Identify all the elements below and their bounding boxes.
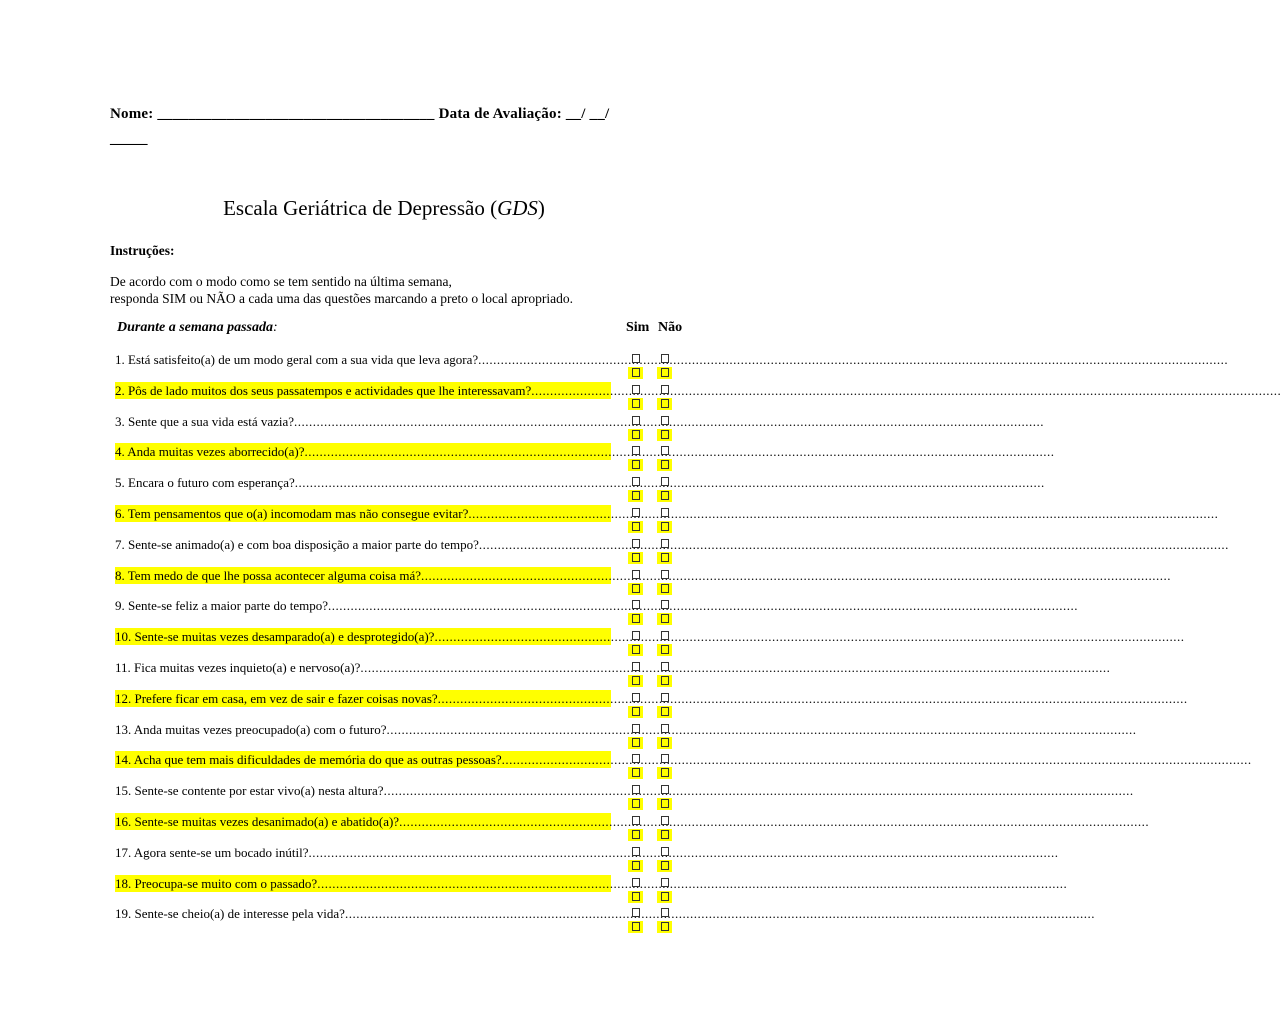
checkbox-square-icon [661, 416, 669, 425]
checkbox-yes[interactable] [628, 907, 643, 919]
checkbox-square-icon [632, 922, 640, 931]
checkbox-square-icon [632, 724, 640, 733]
checkbox-no[interactable] [657, 507, 672, 519]
dot-leader: ........................................................................................................................................................................................................ [308, 845, 1059, 860]
question-row [115, 875, 1068, 892]
checkbox-yes[interactable] [628, 569, 643, 581]
instructions-label: Instruções: [110, 243, 175, 258]
checkbox-square-icon [661, 368, 669, 377]
highlighted-checkbox-yes[interactable] [628, 552, 643, 564]
checkbox-no[interactable] [657, 815, 672, 827]
checkbox-square-icon [661, 847, 669, 856]
checkbox-yes[interactable] [628, 476, 643, 488]
checkbox-no[interactable] [657, 753, 672, 765]
highlighted-checkbox-no[interactable] [657, 891, 672, 903]
checkbox-yes[interactable] [628, 415, 643, 427]
checkbox-square-icon [661, 861, 669, 870]
highlighted-checkbox-no[interactable] [657, 613, 672, 625]
checkbox-yes[interactable] [628, 661, 643, 673]
question-row [115, 443, 1055, 460]
checkbox-square-icon [632, 707, 640, 716]
dot-leader: ........................................................................................................................................................................................................ [478, 537, 1229, 552]
highlighted-checkbox-yes[interactable] [628, 860, 643, 872]
highlighted-checkbox-no[interactable] [657, 737, 672, 749]
highlighted-checkbox-no[interactable] [657, 798, 672, 810]
checkbox-yes[interactable] [628, 507, 643, 519]
highlighted-checkbox-no[interactable] [657, 706, 672, 718]
question-row [115, 751, 1252, 768]
question-row [115, 844, 1059, 861]
highlighted-checkbox-yes[interactable] [628, 490, 643, 502]
dot-leader: ........................................................................................................................................................................................................ [383, 783, 1134, 798]
highlighted-checkbox-yes[interactable] [628, 675, 643, 687]
question-text: 2. Pôs de lado muitos dos seus passatempos e actividades que lhe interessavam? [115, 383, 532, 398]
question-row [115, 382, 1281, 399]
highlighted-checkbox-no[interactable] [657, 675, 672, 687]
checkbox-square-icon [632, 693, 640, 702]
checkbox-no[interactable] [657, 384, 672, 396]
checkbox-square-icon [661, 799, 669, 808]
checkbox-yes[interactable] [628, 877, 643, 889]
checkbox-square-icon [632, 816, 640, 825]
checkbox-square-icon [632, 768, 640, 777]
checkbox-square-icon [632, 785, 640, 794]
checkbox-yes[interactable] [628, 630, 643, 642]
checkbox-square-icon [632, 385, 640, 394]
highlighted-checkbox-no[interactable] [657, 583, 672, 595]
column-header-yes: Sim [626, 320, 650, 335]
highlighted-checkbox-no[interactable] [657, 429, 672, 441]
dot-leader: ........................................................................................................................................................................................................ [478, 352, 1229, 367]
highlighted-checkbox-yes[interactable] [628, 767, 643, 779]
dot-leader: ........................................................................................................................................................................................................ [294, 414, 1045, 429]
dot-leader: ........................................................................................................................................................................................................ [421, 568, 1172, 583]
highlighted-checkbox-yes[interactable] [628, 829, 643, 841]
question-row [115, 351, 1229, 368]
question-text: 12. Prefere ficar em casa, em vez de sair e fazer coisas novas? [115, 691, 438, 706]
highlighted-checkbox-yes[interactable] [628, 798, 643, 810]
checkbox-no[interactable] [657, 599, 672, 611]
checkbox-yes[interactable] [628, 538, 643, 550]
checkbox-square-icon [632, 446, 640, 455]
checkbox-square-icon [661, 385, 669, 394]
highlighted-checkbox-no[interactable] [657, 644, 672, 656]
checkbox-square-icon [632, 908, 640, 917]
checkbox-square-icon [632, 830, 640, 839]
dot-leader: ........................................................................................................................................................................................................ [468, 506, 1219, 521]
checkbox-square-icon [661, 785, 669, 794]
question-text: 16. Sente-se muitas vezes desanimado(a) e abatido(a)? [115, 814, 400, 829]
checkbox-square-icon [661, 830, 669, 839]
question-text: 5. Encara o futuro com esperança? [115, 475, 295, 490]
question-row [115, 474, 1045, 491]
checkbox-square-icon [632, 460, 640, 469]
checkbox-no[interactable] [657, 692, 672, 704]
instructions-line-1: De acordo com o modo como se tem sentido na última semana, [110, 274, 452, 289]
checkbox-square-icon [632, 354, 640, 363]
checkbox-yes[interactable] [628, 846, 643, 858]
checkbox-square-icon [632, 584, 640, 593]
checkbox-square-icon [632, 399, 640, 408]
question-text: 6. Tem pensamentos que o(a) incomodam mas não consegue evitar? [115, 506, 469, 521]
checkbox-square-icon [661, 768, 669, 777]
dot-leader: ........................................................................................................................................................................................................ [531, 383, 1281, 398]
checkbox-square-icon [632, 738, 640, 747]
dot-leader: ........................................................................................................................................................................................................ [294, 475, 1045, 490]
checkbox-square-icon [661, 446, 669, 455]
highlighted-checkbox-yes[interactable] [628, 921, 643, 933]
checkbox-square-icon [661, 553, 669, 562]
checkbox-square-icon [632, 539, 640, 548]
question-text: 9. Sente-se feliz a maior parte do tempo? [115, 598, 328, 613]
checkbox-no[interactable] [657, 784, 672, 796]
question-row [115, 721, 1137, 738]
checkbox-no[interactable] [657, 723, 672, 735]
section-label-text: Durante a semana passada [117, 320, 273, 335]
checkbox-square-icon [632, 892, 640, 901]
question-text: 3. Sente que a sua vida está vazia? [115, 414, 295, 429]
question-row [115, 413, 1045, 430]
checkbox-yes[interactable] [628, 692, 643, 704]
checkbox-square-icon [632, 662, 640, 671]
section-label-colon: : [272, 320, 278, 335]
dot-leader: ........................................................................................................................................................................................................ [434, 629, 1185, 644]
checkbox-no[interactable] [657, 445, 672, 457]
question-row [115, 813, 1150, 830]
checkbox-yes[interactable] [628, 723, 643, 735]
checkbox-no[interactable] [657, 538, 672, 550]
checkbox-square-icon [661, 354, 669, 363]
highlighted-checkbox-no[interactable] [657, 860, 672, 872]
highlighted-checkbox-yes[interactable] [628, 459, 643, 471]
checkbox-square-icon [632, 878, 640, 887]
question-text: 17. Agora sente-se um bocado inútil? [115, 845, 309, 860]
checkbox-square-icon [632, 614, 640, 623]
checkbox-square-icon [661, 614, 669, 623]
question-text: 10. Sente-se muitas vezes desamparado(a) e desprotegido(a)? [115, 629, 435, 644]
checkbox-square-icon [632, 754, 640, 763]
checkbox-yes[interactable] [628, 445, 643, 457]
highlighted-checkbox-no[interactable] [657, 490, 672, 502]
highlighted-checkbox-yes[interactable] [628, 367, 643, 379]
instructions-line-2: responda SIM ou NÃO a cada uma das questões marcando a preto o local apropriado. [110, 291, 573, 306]
checkbox-no[interactable] [657, 846, 672, 858]
checkbox-yes[interactable] [628, 753, 643, 765]
dot-leader: ........................................................................................................................................................................................................ [386, 722, 1137, 737]
checkbox-no[interactable] [657, 877, 672, 889]
dot-leader: ........................................................................................................................................................................................................ [344, 906, 1095, 921]
dot-leader: ........................................................................................................................................................................................................ [327, 598, 1078, 613]
checkbox-square-icon [632, 847, 640, 856]
checkbox-square-icon [661, 430, 669, 439]
question-text: 1. Está satisfeito(a) de um modo geral com a sua vida que leva agora? [115, 352, 479, 367]
checkbox-square-icon [632, 508, 640, 517]
question-row [115, 597, 1078, 614]
checkbox-no[interactable] [657, 415, 672, 427]
checkbox-square-icon [661, 522, 669, 531]
highlighted-checkbox-yes[interactable] [628, 891, 643, 903]
highlighted-checkbox-yes[interactable] [628, 429, 643, 441]
checkbox-yes[interactable] [628, 599, 643, 611]
checkbox-no[interactable] [657, 569, 672, 581]
checkbox-square-icon [661, 922, 669, 931]
highlighted-checkbox-no[interactable] [657, 459, 672, 471]
dot-leader: ........................................................................................................................................................................................................ [437, 691, 1188, 706]
checkbox-square-icon [661, 570, 669, 579]
highlighted-checkbox-yes[interactable] [628, 583, 643, 595]
checkbox-square-icon [661, 676, 669, 685]
dot-leader: ........................................................................................................................................................................................................ [360, 660, 1111, 675]
checkbox-yes[interactable] [628, 815, 643, 827]
date-year-blank: _____ [110, 131, 148, 147]
checkbox-square-icon [632, 416, 640, 425]
question-text: 14. Acha que tem mais dificuldades de memória do que as outras pessoas? [115, 752, 502, 767]
question-text: 15. Sente-se contente por estar vivo(a) nesta altura? [115, 783, 384, 798]
checkbox-square-icon [661, 508, 669, 517]
checkbox-square-icon [632, 491, 640, 500]
question-text: 7. Sente-se animado(a) e com boa disposição a maior parte do tempo? [115, 537, 479, 552]
question-row [115, 567, 1172, 584]
dot-leader: ........................................................................................................................................................................................................ [317, 876, 1068, 891]
checkbox-square-icon [632, 676, 640, 685]
name-date-line: Nome: ____________________________________ Data de Avaliação: __/ __/ [110, 106, 610, 122]
checkbox-no[interactable] [657, 353, 672, 365]
page-title [0, 196, 768, 221]
highlighted-checkbox-yes[interactable] [628, 706, 643, 718]
question-text: 13. Anda muitas vezes preocupado(a) com o futuro? [115, 722, 387, 737]
highlighted-checkbox-no[interactable] [657, 767, 672, 779]
question-row [115, 905, 1095, 922]
question-text: 18. Preocupa-se muito com o passado? [115, 876, 318, 891]
checkbox-square-icon [661, 477, 669, 486]
title-abbrev: GDS [497, 196, 538, 220]
checkbox-square-icon [661, 707, 669, 716]
checkbox-square-icon [661, 491, 669, 500]
checkbox-square-icon [632, 368, 640, 377]
checkbox-square-icon [661, 908, 669, 917]
checkbox-yes[interactable] [628, 353, 643, 365]
question-text: 8. Tem medo de que lhe possa acontecer alguma coisa má? [115, 568, 422, 583]
question-text: 19. Sente-se cheio(a) de interesse pela vida? [115, 906, 345, 921]
dot-leader: ........................................................................................................................................................................................................ [304, 444, 1055, 459]
title-text: Escala Geriátrica de Depressão ( [223, 196, 498, 220]
highlighted-checkbox-no[interactable] [657, 367, 672, 379]
checkbox-square-icon [661, 816, 669, 825]
checkbox-square-icon [661, 584, 669, 593]
checkbox-square-icon [632, 600, 640, 609]
question-row [115, 782, 1134, 799]
checkbox-square-icon [661, 600, 669, 609]
question-row [115, 690, 1188, 707]
highlighted-checkbox-no[interactable] [657, 552, 672, 564]
checkbox-square-icon [632, 553, 640, 562]
checkbox-no[interactable] [657, 476, 672, 488]
checkbox-square-icon [632, 861, 640, 870]
highlighted-checkbox-no[interactable] [657, 921, 672, 933]
checkbox-square-icon [661, 878, 669, 887]
checkbox-no[interactable] [657, 661, 672, 673]
question-row [115, 536, 1229, 553]
checkbox-no[interactable] [657, 907, 672, 919]
checkbox-no[interactable] [657, 630, 672, 642]
checkbox-square-icon [661, 460, 669, 469]
checkbox-square-icon [632, 631, 640, 640]
checkbox-square-icon [661, 754, 669, 763]
section-label [117, 320, 278, 336]
checkbox-square-icon [632, 799, 640, 808]
column-header-no: Não [658, 320, 683, 335]
question-text: 4. Anda muitas vezes aborrecido(a)? [115, 444, 305, 459]
highlighted-checkbox-no[interactable] [657, 521, 672, 533]
checkbox-square-icon [661, 662, 669, 671]
highlighted-checkbox-yes[interactable] [628, 613, 643, 625]
dot-leader: ........................................................................................................................................................................................................ [501, 752, 1252, 767]
question-row [115, 659, 1111, 676]
checkbox-yes[interactable] [628, 784, 643, 796]
question-text: 11. Fica muitas vezes inquieto(a) e nervoso(a)? [115, 660, 361, 675]
checkbox-square-icon [661, 631, 669, 640]
question-row [115, 505, 1219, 522]
checkbox-square-icon [661, 693, 669, 702]
checkbox-square-icon [632, 570, 640, 579]
highlighted-checkbox-yes[interactable] [628, 521, 643, 533]
checkbox-square-icon [661, 738, 669, 747]
checkbox-square-icon [632, 477, 640, 486]
checkbox-square-icon [661, 724, 669, 733]
highlighted-checkbox-yes[interactable] [628, 737, 643, 749]
checkbox-square-icon [661, 539, 669, 548]
dot-leader: ........................................................................................................................................................................................................ [399, 814, 1150, 829]
checkbox-square-icon [632, 522, 640, 531]
highlighted-checkbox-no[interactable] [657, 829, 672, 841]
highlighted-checkbox-yes[interactable] [628, 398, 643, 410]
title-close: ) [537, 196, 545, 220]
checkbox-square-icon [661, 399, 669, 408]
checkbox-yes[interactable] [628, 384, 643, 396]
checkbox-square-icon [632, 430, 640, 439]
highlighted-checkbox-yes[interactable] [628, 644, 643, 656]
checkbox-square-icon [661, 645, 669, 654]
question-row [115, 628, 1185, 645]
checkbox-square-icon [661, 892, 669, 901]
highlighted-checkbox-no[interactable] [657, 398, 672, 410]
instructions-text [110, 273, 710, 307]
checkbox-square-icon [632, 645, 640, 654]
